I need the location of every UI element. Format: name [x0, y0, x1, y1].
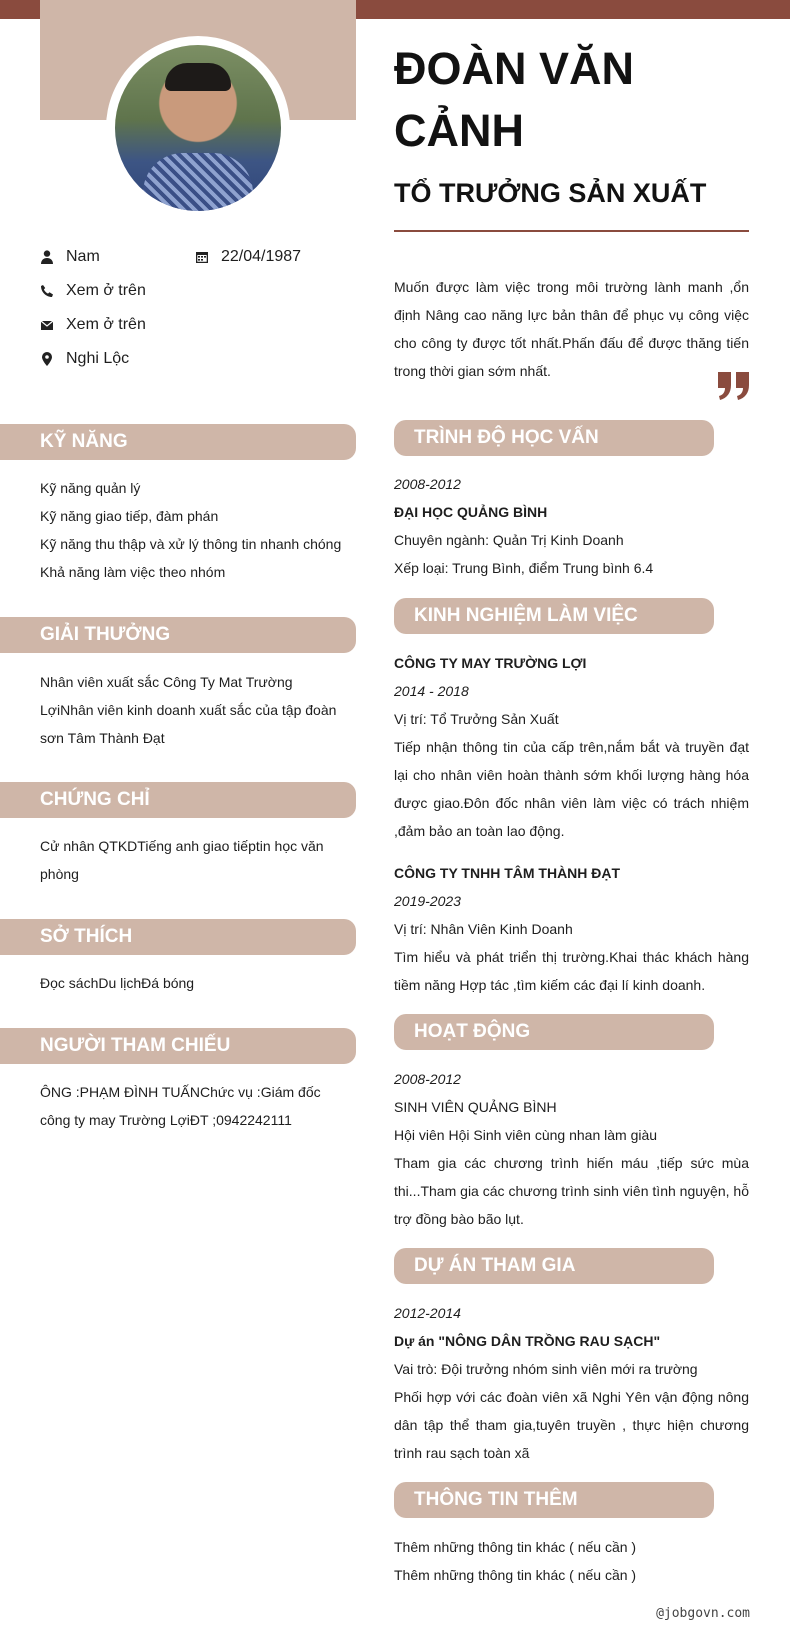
candidate-name: ĐOÀN VĂN CẢNH [394, 43, 635, 156]
experience-heading: KINH NGHIỆM LÀM VIỆC [394, 598, 714, 634]
address-value: Nghi Lộc [66, 350, 130, 367]
gender-row [40, 248, 100, 266]
email-row [40, 316, 146, 334]
awards-heading: GIẢI THƯỞNG [0, 617, 356, 653]
job-position: Vị trí: Tổ Trưởng Sản Xuất [394, 711, 559, 727]
certificates-text: Cử nhân QTKDTiếng anh giao tiếptin học văn phòng [40, 838, 324, 882]
list-item: Kỹ năng quản lý [40, 480, 141, 496]
job-period: 2014 - 2018 [394, 683, 469, 699]
location-pin-icon [40, 352, 54, 366]
phone-icon [40, 284, 54, 298]
phone-value: Xem ở trên [66, 282, 146, 299]
project-name: Dự án "NÔNG DÂN TRỒNG RAU SẠCH" [394, 1333, 661, 1349]
education-major: Chuyên ngành: Quản Trị Kinh Doanh [394, 532, 624, 548]
experience-entry [394, 649, 749, 845]
hobbies-heading: SỞ THÍCH [0, 919, 356, 955]
email-value: Xem ở trên [66, 316, 146, 333]
project-period: 2012-2014 [394, 1305, 461, 1321]
education-grade: Xếp loại: Trung Bình, điểm Trung bình 6.4 [394, 560, 654, 576]
birthdate-value: 22/04/1987 [221, 248, 302, 265]
title-divider [394, 230, 749, 232]
company-name: CÔNG TY MAY TRƯỜNG LỢI [394, 655, 587, 671]
references-text: ÔNG :PHẠM ĐÌNH TUẤNChức vụ :Giám đốc công ty may Trường LợiĐT ;0942242111 [40, 1084, 321, 1128]
address-row [40, 350, 129, 368]
skills-heading: KỸ NĂNG [0, 424, 356, 460]
job-period: 2019-2023 [394, 893, 461, 909]
project-entry [394, 1299, 749, 1467]
job-title: TỔ TRƯỞNG SẢN XUẤT [394, 178, 707, 208]
gender-value: Nam [66, 248, 100, 265]
education-school: ĐẠI HỌC QUẢNG BÌNH [394, 504, 548, 520]
list-item: Thêm những thông tin khác ( nếu cần ) [394, 1567, 637, 1583]
activities-entry [394, 1065, 749, 1233]
references-heading: NGƯỜI THAM CHIẾU [0, 1028, 356, 1064]
person-icon [40, 250, 54, 264]
project-description: Phối hợp với các đoàn viên xã Nghi Yên vận động nông dân tập thể tham gia,tuyên truyền , thực hiện chương trình rau sạch toàn xã [394, 1389, 749, 1461]
hobbies-text: Đọc sáchDu lịchĐá bóng [40, 975, 195, 991]
education-period: 2008-2012 [394, 476, 461, 492]
awards-text: Nhân viên xuất sắc Công Ty Mat Trường LợiNhân viên kinh doanh xuất sắc của tập đoàn sơn Tâm Thành Đạt [40, 674, 337, 746]
education-entry [394, 470, 749, 582]
additional-info-heading: THÔNG TIN THÊM [394, 1482, 714, 1518]
activity-description: Tham gia các chương trình hiến máu ,tiếp sức mùa thi...Tham gia các chương trình sinh viên tình nguyện, hỗ trợ đồng bào bão lụt. [394, 1155, 749, 1227]
footer-watermark: @jobgovn.com [656, 1606, 750, 1621]
phone-row [40, 282, 146, 300]
birthdate-row [195, 248, 301, 266]
skills-list [40, 474, 348, 586]
activity-role: Hội viên Hội Sinh viên cùng nhan làm giàu [394, 1127, 658, 1143]
education-heading: TRÌNH ĐỘ HỌC VẤN [394, 420, 714, 456]
job-position: Vị trí: Nhân Viên Kinh Doanh [394, 921, 573, 937]
projects-heading: DỰ ÁN THAM GIA [394, 1248, 714, 1284]
avatar-frame [106, 36, 290, 220]
additional-info [394, 1533, 749, 1589]
activity-org: SINH VIÊN QUẢNG BÌNH [394, 1099, 557, 1115]
project-role: Vai trò: Đội trưởng nhóm sinh viên mới ra trường [394, 1361, 698, 1377]
career-objective: Muốn được làm việc trong môi trường lành manh ,ổn định Nâng cao năng lực bản thân để phục vụ công việc cho công ty được tốt nhất.Phấn đấu để được thăng tiến trong thời gian sớm nhất. [394, 279, 749, 379]
list-item: Kỹ năng thu thập và xử lý thông tin nhanh chóng [40, 536, 342, 552]
experience-entry [394, 859, 749, 999]
list-item: Kỹ năng giao tiếp, đàm phán [40, 508, 219, 524]
envelope-icon [40, 318, 54, 332]
activities-heading: HOẠT ĐỘNG [394, 1014, 714, 1050]
job-description: Tìm hiểu và phát triển thị trường.Khai thác khách hàng tiềm năng Hợp tác ,tìm kiếm các đại lí kinh doanh. [394, 949, 749, 993]
company-name: CÔNG TY TNHH TÂM THÀNH ĐẠT [394, 865, 621, 881]
list-item: Khả năng làm việc theo nhóm [40, 564, 226, 580]
list-item: Thêm những thông tin khác ( nếu cần ) [394, 1539, 637, 1555]
quote-icon [716, 372, 752, 400]
calendar-icon [195, 250, 209, 264]
avatar [115, 45, 281, 211]
job-description: Tiếp nhận thông tin của cấp trên,nắm bắt và truyền đạt lại cho nhân viên hoàn thành sớm khối lượng hàng hóa được giao.Đôn đốc nhân viên làm việc có trách nhiệm ,đảm bảo an toàn lao động. [394, 739, 749, 839]
activity-period: 2008-2012 [394, 1071, 461, 1087]
certificates-heading: CHỨNG CHỈ [0, 782, 356, 818]
